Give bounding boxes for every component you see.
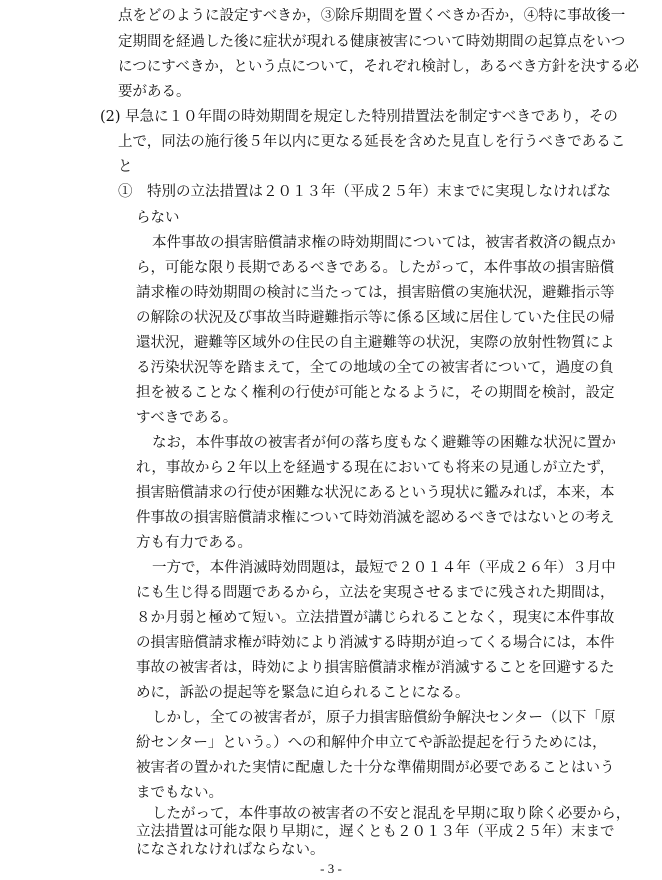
text-line: 請求権の時効期間の検討に当たっては，損害賠償の実施状況，避難指示等	[136, 285, 615, 301]
text-line: 要がある。	[118, 84, 191, 100]
text-line: 件事故の損害賠償請求権について時効消滅を認めるべきではないとの考え	[136, 510, 615, 526]
text-line: の損害賠償請求権が時効により消滅する時期が迫ってくる場合には，本件	[136, 635, 615, 651]
subsection-heading-line: ① 特別の立法措置は２０１３年（平成２５年）末までに実現しなければな	[118, 184, 611, 200]
text-line: 一方で，本件消滅時効問題は，最短で２０１４年（平成２６年）３月中	[152, 560, 616, 576]
text-line: すべきである。	[136, 410, 238, 426]
text-line: 点をどのように設定すべきか，③除斥期間を置くべきか否か，④特に事故後一	[118, 8, 626, 24]
text-line: 被害者の置かれた実情に配慮した十分な準備期間が必要であることはいう	[136, 760, 615, 776]
text-line: なお，本件事故の被害者が何の落ち度もなく避難等の困難な状況に置か	[152, 435, 616, 451]
text-line: る汚染状況等を踏まえて，全ての地域の全ての被害者について，過度の負	[136, 360, 614, 376]
text-line: にも生じ得る問題であるから，立法を実現させるまでに残された期間は，	[136, 585, 615, 601]
text-line: までもない。	[136, 785, 223, 801]
subsection-heading-line: らない	[136, 210, 180, 226]
text-line: 方も有力である。	[136, 535, 252, 551]
text-line: ８か月弱と極めて短い。立法措置が講じられることなく，現実に本件事故	[136, 610, 615, 626]
text-line: 立法措置は可能な限り早期に，遅くとも２０１３年（平成２５年）末まで	[136, 824, 615, 840]
text-line: ら，可能な限り長期であるべきである。したがって，本件事故の損害賠償	[136, 260, 615, 276]
text-line: になされなければならない。	[136, 842, 325, 858]
text-line: 損害賠償請求の行使が困難な状況にあるという現状に鑑みれば，本来，本	[136, 485, 615, 501]
text-line: 本件事故の損害賠償請求権の時効期間については，被害者救済の観点か	[152, 235, 616, 251]
text-line: れ，事故から２年以上を経過する現在においても将来の見通しが立たず，	[136, 460, 615, 476]
section-heading-line: (2) 早急に１０年間の時効期間を規定した特別措置法を制定すべきであり，その	[100, 109, 618, 125]
text-line: 還状況，避難等区域外の住民の自主避難等の状況，実際の放射性物質によ	[136, 335, 615, 351]
section-heading-line: と	[118, 159, 133, 175]
text-line: 事故の被害者は，時効により損害賠償請求権が消滅することを回避するた	[136, 660, 615, 676]
page-number: - 3 -	[320, 861, 342, 876]
text-line: したがって，本件事故の被害者の不安と混乱を早期に取り除く必要から，	[152, 806, 631, 822]
text-line: につにすべきか，という点について，それぞれ検討し，あるべき方針を決する必	[118, 59, 639, 75]
text-line: 紛センター」という。）への和解仲介申立てや訴訟提起を行うためには，	[136, 735, 607, 751]
text-line: めに，訴訟の提起等を緊急に迫られることになる。	[136, 685, 470, 701]
text-line: しかし，全ての被害者が，原子力損害賠償紛争解決センター（以下「原	[152, 710, 616, 726]
section-heading-line: 上で，同法の施行後５年以内に更なる延長を含めた見直しを行うべきであるこ	[118, 134, 626, 150]
text-line: 定期間を経過した後に症状が現れる健康被害について時効期間の起算点をいつ	[118, 34, 626, 50]
text-line: の解除の状況及び事故当時避難指示等に係る区域に居住していた住民の帰	[136, 310, 615, 326]
text-line: 担を被ることなく権利の行使が可能となるように，その期間を検討，設定	[136, 385, 615, 401]
